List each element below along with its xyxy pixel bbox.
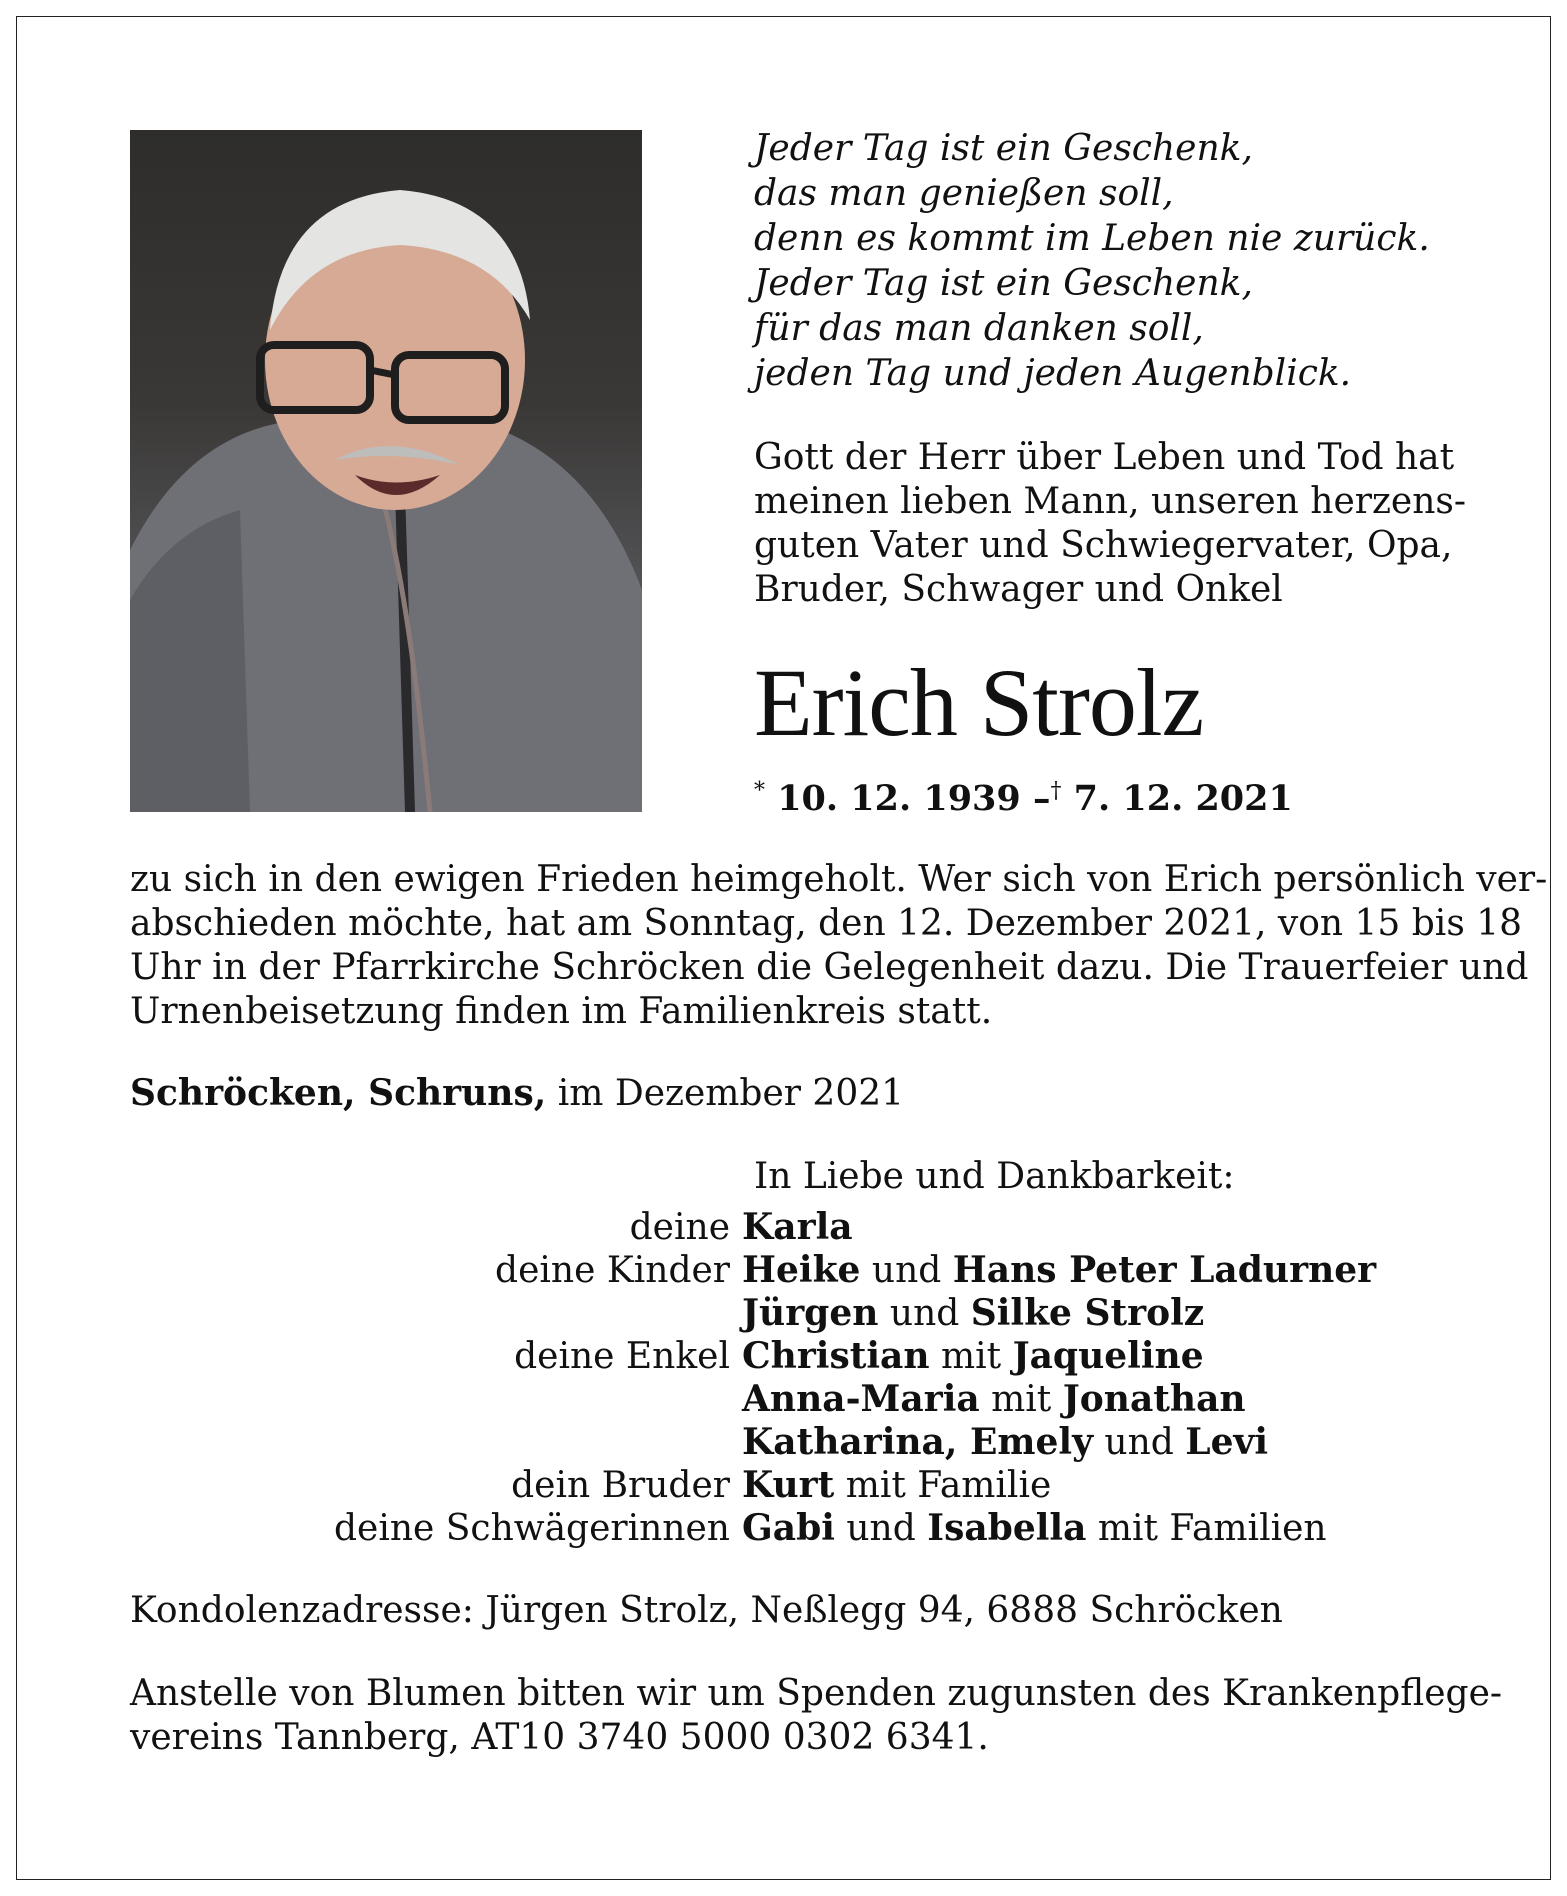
mourner-relation: deine	[629, 1207, 730, 1248]
poem	[754, 126, 1430, 396]
intro-text	[754, 436, 1467, 612]
mourner-name: Christian	[742, 1335, 930, 1377]
mourner-name: Kurt	[742, 1464, 835, 1506]
mourner-relation	[130, 1421, 742, 1464]
mourner-row	[130, 1249, 1438, 1292]
mourner-names	[742, 1206, 853, 1249]
mourner-names	[742, 1464, 1051, 1507]
mourner-connector: mit	[929, 1336, 1013, 1377]
mourner-relation	[130, 1292, 742, 1335]
birth-symbol: *	[754, 778, 765, 804]
poem-line: jeden Tag und jeden Augenblick.	[754, 353, 1352, 394]
poem-line: denn es kommt im Leben nie zurück.	[754, 218, 1430, 259]
mourner-relation: deine Enkel	[514, 1336, 730, 1377]
birth-date: 10. 12. 1939	[777, 778, 1021, 819]
body-line: zu sich in den ewigen Frieden heimgeholt. Wer sich von Erich persönlich ver-	[130, 859, 1548, 900]
deceased-name: Erich Strolz	[754, 649, 1204, 756]
mourner-name: Gabi	[742, 1507, 835, 1549]
mourner-relation	[130, 1378, 742, 1421]
mourner-names	[742, 1292, 1204, 1335]
mourner-names	[742, 1249, 1376, 1292]
mourner-name: Jürgen	[742, 1292, 879, 1334]
poem-line: Jeder Tag ist ein Geschenk,	[754, 128, 1253, 169]
mourner-names	[742, 1421, 1268, 1464]
mourners-list	[130, 1206, 1438, 1550]
mourner-row	[130, 1292, 1438, 1335]
donation-note	[130, 1672, 1503, 1760]
mourner-name: Anna-Maria	[742, 1378, 980, 1420]
mourner-connector: und	[834, 1508, 928, 1549]
mourner-name: Isabella	[927, 1507, 1087, 1549]
mourner-name: Jaqueline	[1012, 1335, 1204, 1377]
mourner-connector: und	[860, 1250, 953, 1291]
mourner-row	[130, 1507, 1438, 1550]
mourner-name: Jonathan	[1062, 1378, 1246, 1420]
thanks-heading: In Liebe und Dankbarkeit:	[754, 1156, 1235, 1197]
mourner-names	[742, 1378, 1246, 1421]
mourner-row	[130, 1378, 1438, 1421]
place-names: Schröcken, Schruns,	[130, 1072, 547, 1114]
poem-line: das man genießen soll,	[754, 173, 1174, 214]
intro-line: Gott der Herr über Leben und Tod hat	[754, 437, 1455, 478]
mourner-connector: mit Familie	[834, 1465, 1052, 1506]
mourner-name: Karla	[742, 1206, 853, 1248]
mourner-connector: mit Familien	[1086, 1508, 1327, 1549]
place-date: im Dezember 2021	[557, 1073, 905, 1114]
death-date: 7. 12. 2021	[1073, 778, 1293, 819]
life-dates	[754, 778, 1293, 819]
mourner-connector: mit	[979, 1379, 1063, 1420]
poem-line: für das man danken soll,	[754, 308, 1204, 349]
mourner-row	[130, 1206, 1438, 1249]
mourner-name: Levi	[1185, 1421, 1269, 1463]
mourner-relation: deine Schwägerinnen	[333, 1508, 730, 1549]
mourner-row	[130, 1421, 1438, 1464]
mourner-connector: und	[1092, 1422, 1186, 1463]
place-date-line	[130, 1072, 904, 1114]
mourner-relation: deine Kinder	[495, 1250, 730, 1291]
mourner-names	[742, 1335, 1204, 1378]
mourner-name: Silke Strolz	[970, 1292, 1205, 1334]
condolence-address: Kondolenzadresse: Jürgen Strolz, Neßlegg 94, 6888 Schröcken	[130, 1590, 1283, 1631]
intro-line: meinen lieben Mann, unseren herzens-	[754, 481, 1467, 522]
death-symbol: †	[1050, 778, 1062, 804]
mourner-row	[130, 1464, 1438, 1507]
intro-line: Bruder, Schwager und Onkel	[754, 569, 1283, 610]
body-line: Uhr in der Pfarrkirche Schröcken die Gelegenheit dazu. Die Trauerfeier und	[130, 947, 1529, 988]
body-line: abschieden möchte, hat am Sonntag, den 12. Dezember 2021, von 15 bis 18	[130, 903, 1523, 944]
body-line: Urnenbeisetzung finden im Familienkreis statt.	[130, 991, 993, 1032]
intro-line: guten Vater und Schwiegervater, Opa,	[754, 525, 1453, 566]
date-separator: –	[1032, 778, 1051, 819]
mourner-names	[742, 1507, 1327, 1550]
mourner-name: Katharina, Emely	[742, 1421, 1093, 1463]
mourner-connector: und	[878, 1293, 971, 1334]
mourner-name: Hans Peter Ladurner	[952, 1249, 1377, 1291]
poem-line: Jeder Tag ist ein Geschenk,	[754, 263, 1253, 304]
donation-line: Anstelle von Blumen bitten wir um Spenden zugunsten des Krankenpflege-	[130, 1673, 1503, 1714]
mourner-name: Heike	[742, 1249, 861, 1291]
mourner-relation: dein Bruder	[511, 1465, 730, 1506]
announcement-text	[130, 858, 1548, 1034]
donation-line: vereins Tannberg, AT10 3740 5000 0302 6341.	[130, 1717, 989, 1758]
portrait-photo	[130, 130, 642, 812]
mourner-row	[130, 1335, 1438, 1378]
